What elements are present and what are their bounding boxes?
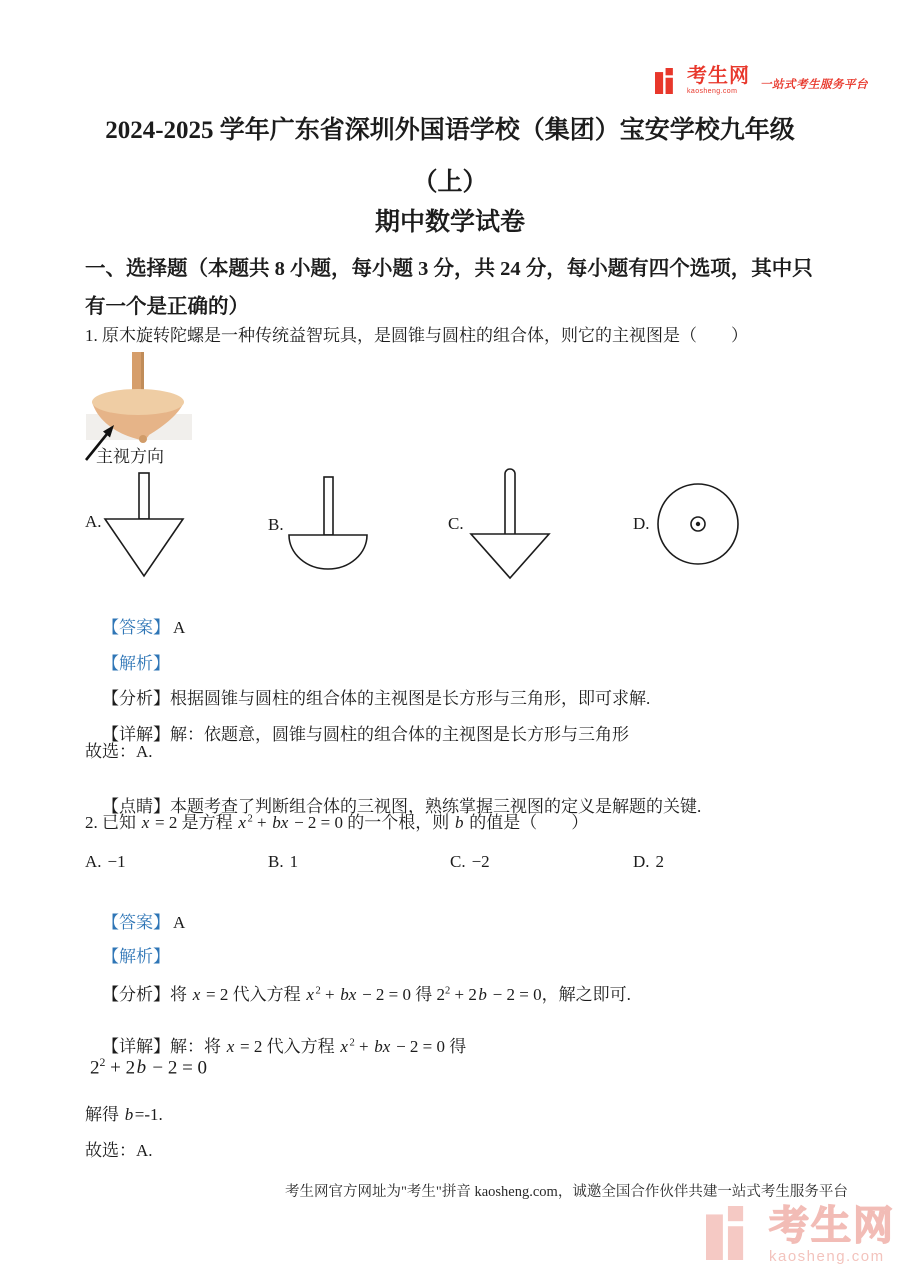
q2-answer-value: A: [173, 913, 186, 932]
exam-title-line2: （上）: [412, 169, 488, 196]
q2-analysis-text: 将 x = 2 代入方程 x $^2$ + bx − 2 = 0 得 $2^2 + 2b - 2 = 0$，解之即可.: [170, 985, 631, 1004]
q1-analysis-text: 根据圆锥与圆柱的组合体的主视图是长方形与三角形，即可求解.: [170, 689, 651, 708]
q1-note-text: 本题考查了判断组合体的三视图，熟练掌握三视图的定义是解题的关键.: [170, 797, 702, 816]
section1-heading: 一、选择题（本题共 8 小题，每小题 3 分，共 24 分，每小题有四个选项，其中只有一个是正确的）: [85, 258, 813, 318]
q1-option-b-label: B.: [268, 515, 284, 534]
q2-explain-tag: 【解析】: [102, 947, 170, 966]
q2-option-c: [450, 852, 490, 872]
q2-option-b-value: 1: [289, 852, 299, 871]
q1-stem: 1. 原木旋转陀螺是一种传统益智玩具，是圆锥与圆柱的组合体，则它的主视图是（ ）: [85, 326, 748, 345]
q2-equation-line: $2^2 + 2b - 2 = 0$: [90, 1056, 208, 1079]
q2-option-a-value: −1: [107, 852, 126, 871]
q2-option-a-label: A.: [85, 852, 102, 871]
q1-option-d-shape-circle-with-center-dot: [654, 480, 742, 568]
q2-option-d-value: 2: [655, 852, 665, 871]
q1-detail-tag: 【详解】: [102, 725, 170, 744]
q1-detail-text: 解：依题意，圆锥与圆柱的组合体的主视图是长方形与三角形: [170, 725, 629, 744]
q1-option-a-label: A.: [85, 512, 102, 531]
kaosheng-watermark-icon: [706, 1206, 760, 1260]
q2-option-c-value: −2: [471, 852, 490, 871]
q2-option-d-label: D.: [633, 852, 650, 871]
q1-explain-tag: 【解析】: [102, 654, 170, 673]
q2-option-b: [268, 852, 298, 872]
watermark-brand-domain: kaosheng.com: [769, 1248, 885, 1265]
q1-figure-label: 主视方向: [96, 447, 164, 466]
q2-option-a: [85, 852, 126, 872]
brand-domain: kaosheng.com: [687, 88, 738, 95]
brand-name: 考生网: [687, 65, 750, 87]
q1-analysis-tag: 【分析】: [102, 689, 170, 708]
q1-option-c-label: C.: [448, 514, 464, 533]
q2-detail-text: 解：将 x = 2 代入方程 x $^2$ + bx − 2 = 0 得: [170, 1037, 467, 1056]
watermark-wordmark: [769, 1206, 895, 1264]
q1-detail-line: [85, 700, 629, 765]
q2-detail-tag: 【详解】: [102, 1037, 170, 1056]
q2-solve-line: 解得 b=-1.: [85, 1105, 163, 1124]
brand-logo: [655, 66, 868, 95]
q1-option-a-shape-cylinder-on-triangle: [102, 471, 186, 579]
q1-figure: [80, 350, 215, 475]
q2-answer-tag: 【答案】: [102, 913, 170, 932]
q2-option-b-label: B.: [268, 852, 284, 871]
q1-note-tag: 【点睛】: [102, 797, 170, 816]
q1-option-d-label: D.: [633, 514, 650, 533]
q1-option-c-shape-rounded-cylinder-on-triangle: [468, 466, 552, 580]
q1-conclusion-line: 故选：A.: [85, 742, 153, 761]
footer-note: 考生网官方网址为"考生"拼音 kaosheng.com，诚邀全国合作伙伴共建一站式考生服务平台: [285, 1184, 848, 1200]
q1-answer-tag: 【答案】: [102, 618, 170, 637]
q1-answer-value: A: [173, 618, 186, 637]
brand-wordmark: [687, 66, 750, 95]
q2-conclusion-line: 故选：A.: [85, 1141, 153, 1160]
kaosheng-logo-icon: [655, 68, 681, 94]
brand-tagline: 一站式考生服务平台: [760, 78, 868, 91]
q2-option-c-label: C.: [450, 852, 466, 871]
q2-analysis-tag: 【分析】: [102, 985, 170, 1004]
q2-option-d: [633, 852, 664, 872]
watermark-brand-name: 考生网: [769, 1204, 895, 1248]
exam-title-line3: 期中数学试卷: [374, 209, 525, 236]
q1-option-b-shape-cylinder-on-semicircle: [286, 475, 370, 571]
exam-title-line1: 2024-2025 学年广东省深圳外国语学校（集团）宝安学校九年级: [105, 117, 795, 144]
q2-stem: 2. 已知 x = 2 是方程 x $^2$ + bx − 2 = 0 的一个根，则 b 的值是（ ）: [85, 813, 589, 832]
footer-watermark-logo: [706, 1206, 895, 1264]
